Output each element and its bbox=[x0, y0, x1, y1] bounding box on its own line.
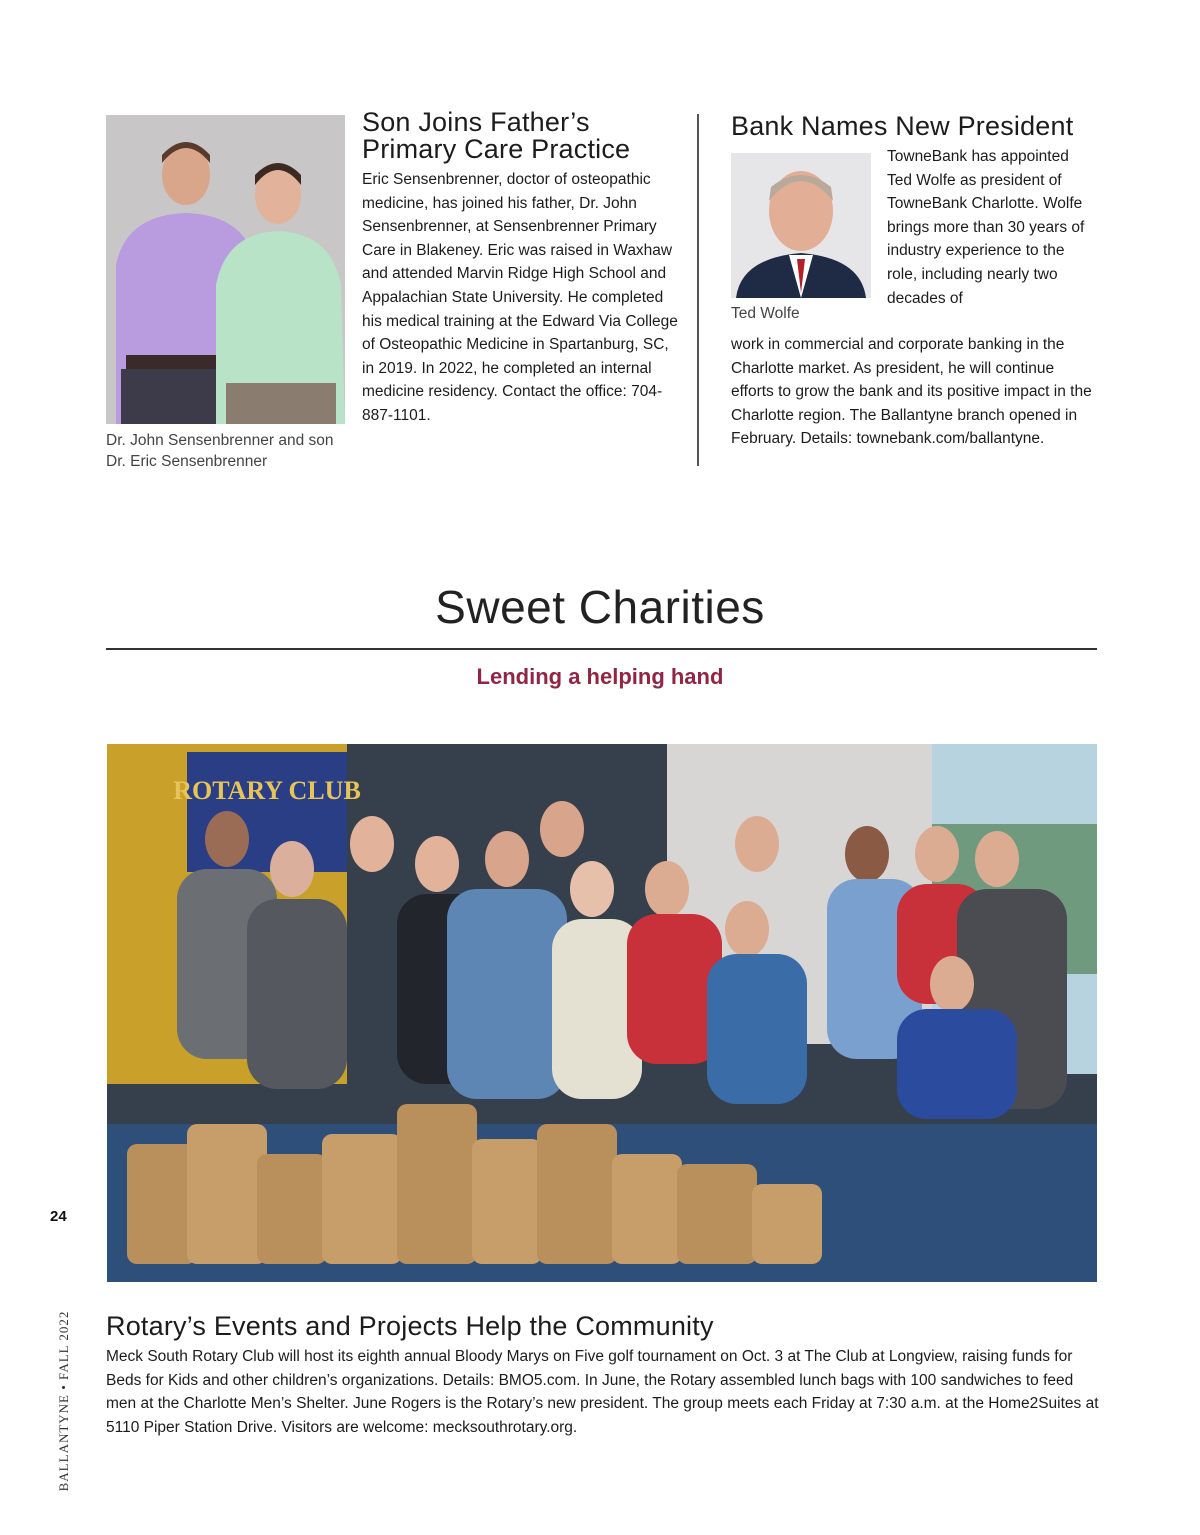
rotary-group-photo bbox=[107, 744, 1097, 1282]
rotary-banner-text: ROTARY CLUB bbox=[173, 776, 361, 805]
ted-wolfe-photo bbox=[731, 153, 871, 298]
section-rule bbox=[106, 648, 1097, 650]
sensenbrenner-photo-illustration bbox=[106, 115, 345, 424]
running-footer: BALLANTYNE • FALL 2022 bbox=[56, 1310, 71, 1492]
section-title: Sweet Charities bbox=[435, 581, 765, 633]
right-story-body-bottom: work in commercial and corporate banking in the Charlotte market. As president, he will continue efforts to grow the bank and its positive impact in the Charlotte region. The Ballantyne branch opened in February. Details: townebank.com/ballantyne. bbox=[731, 336, 1092, 448]
running-footer-container bbox=[56, 1310, 74, 1492]
left-story-headline: Son Joins Father’s Primary Care Practice bbox=[362, 107, 631, 164]
ted-wolfe-photo-illustration bbox=[731, 153, 871, 298]
section-subtitle: Lending a helping hand bbox=[476, 664, 724, 689]
right-story-body-top: TowneBank has appointed Ted Wolfe as president of TowneBank Charlotte. Wolfe brings more than 30 years of industry experience to the role, including nearly two decades of bbox=[887, 148, 1085, 307]
right-story-headline: Bank Names New President bbox=[731, 111, 1074, 141]
column-divider bbox=[697, 114, 699, 466]
page-number: 24 bbox=[50, 1208, 67, 1225]
rotary-story-body: Meck South Rotary Club will host its eighth annual Bloody Marys on Five golf tournament on Oct. 3 at The Club at Longview, raising funds for Beds for Kids and other children’s organizations. Details: BMO5.com. In June, the Rotary assembled lunch bags with 100 sandwiches to feed men at the Charlotte Men’s Shelter. June Rogers is the Rotary’s new president. The group meets each Friday at 7:30 a.m. at the Home2Suites at 5110 Piper Station Drive. Visitors are welcome: mecksouthrotary.org. bbox=[106, 1348, 1099, 1436]
sensenbrenner-photo-caption: Dr. John Sensenbrenner and son Dr. Eric Sensenbrenner bbox=[106, 432, 334, 470]
sensenbrenner-photo bbox=[106, 115, 345, 424]
ted-wolfe-photo-caption: Ted Wolfe bbox=[731, 305, 800, 322]
rotary-group-photo-illustration bbox=[107, 744, 1097, 1282]
left-story-body: Eric Sensenbrenner, doctor of osteopathic medicine, has joined his father, Dr. John Sensenbrenner, at Sensenbrenner Primary Care in Blakeney. Eric was raised in Waxhaw and attended Marvin Ridge High School and Appalachian State University. He completed his medical training at the Edward Via College of Osteopathic Medicine in Spartanburg, SC, in 2019. In 2022, he completed an internal medicine residency. Contact the office: 704-887-1101. bbox=[362, 171, 678, 424]
rotary-story-headline: Rotary’s Events and Projects Help the Community bbox=[106, 1311, 714, 1341]
